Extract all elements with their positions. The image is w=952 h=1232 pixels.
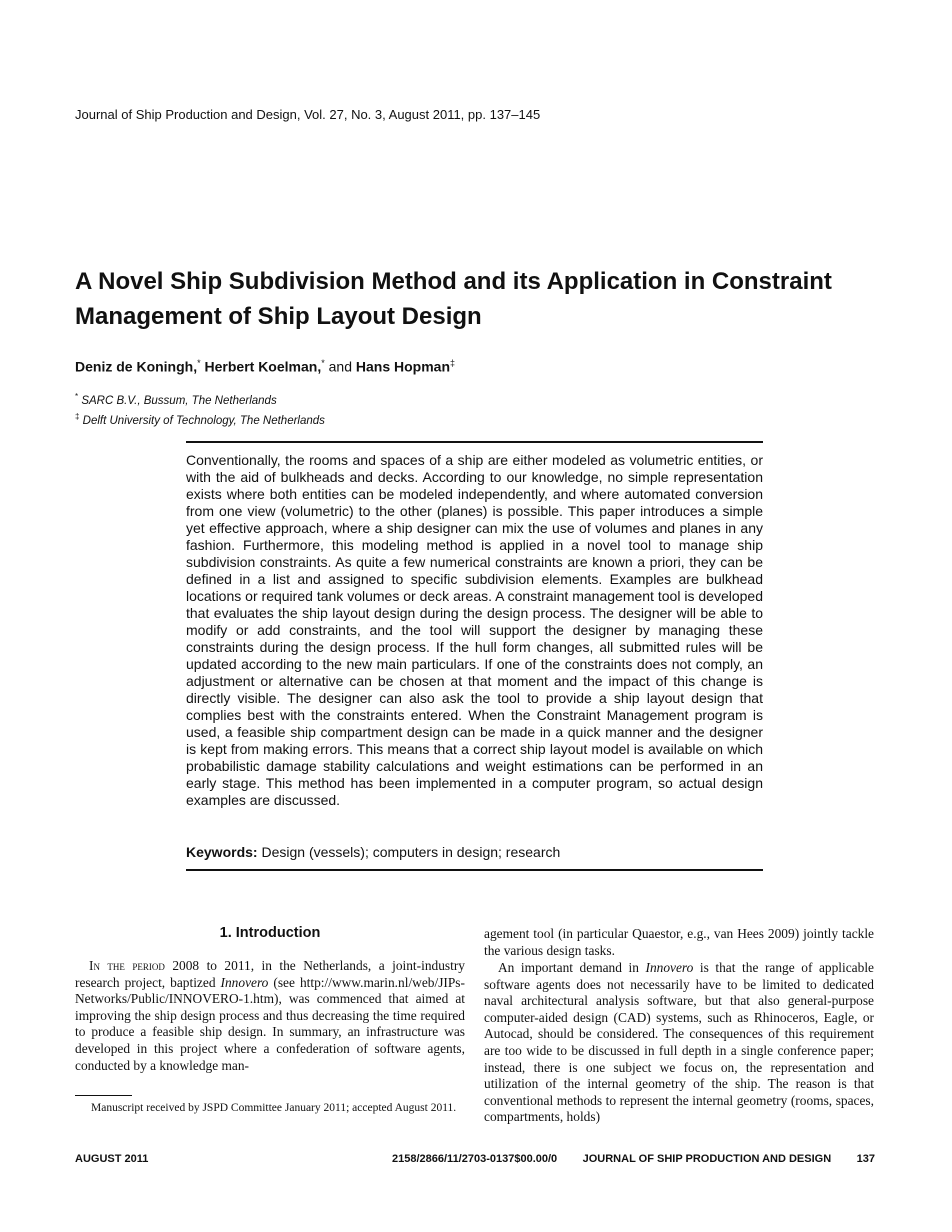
- affiliation-mark: *: [75, 392, 79, 401]
- intro-paragraph-1: [75, 958, 465, 1074]
- author-conjunction: and: [328, 358, 352, 375]
- affiliation-item: [75, 409, 325, 429]
- affiliation-item: [75, 389, 325, 409]
- keywords: [186, 844, 560, 860]
- intro-paragraph-2: [484, 960, 874, 1126]
- footer-right: [392, 1153, 875, 1165]
- abstract-top-rule: [186, 441, 763, 443]
- body-text: (see http://www.marin.nl/web/JIPs-Networks/Public/INNOVERO-1.htm), was commenced that aimed at improving the ship design process and thus decreasing the time required to produce a feasible ship design. In summary, an infrastructure was developed in this project where a confederation of software agents, conducted by a knowledge man-: [75, 974, 465, 1073]
- author-mark: ‡: [450, 358, 456, 368]
- project-name: Innovero: [220, 974, 269, 990]
- lead-in-smallcaps: In the period: [89, 958, 165, 973]
- affiliation-text: SARC B.V., Bussum, The Netherlands: [81, 394, 277, 407]
- body-text: 2008 to 2011, in the Netherlands, a joint-industry research project, baptized: [75, 958, 466, 990]
- body-text: is that the range of applicable software agents does not necessarily have to be limited to dedicated naval architectural analysis software, but that also general-purpose computer-aided design (CAD) systems, such as Rhinoceros, Eagle, or Autocad, should be considered. The consequences of this requirement are too wide to be discussed in full depth in a single conference paper; instead, there is one subject we focus on, the representation and utilization of the internal geometry of the ship. The reason is that conventional methods to represent the internal geometry (rooms, spaces, compartments, holds): [484, 960, 874, 1125]
- keywords-text: Design (vessels); computers in design; research: [261, 844, 561, 860]
- author-name: Hans Hopman: [355, 358, 450, 375]
- keywords-label: Keywords:: [186, 844, 258, 860]
- intro-paragraph-1-continued: agement tool (in particular Quaestor, e.g., van Hees 2009) jointly tackle the various design tasks.: [484, 926, 874, 958]
- abstract-bottom-rule: [186, 869, 763, 871]
- running-head: Journal of Ship Production and Design, Vol. 27, No. 3, August 2011, pp. 137–145: [75, 107, 541, 122]
- page-number: 137: [856, 1153, 875, 1165]
- author-name: Herbert Koelman,: [204, 358, 322, 375]
- paper-title: A Novel Ship Subdivision Method and its Application in Constraint Management of Ship Layout Design: [75, 268, 832, 330]
- footnote-rule: [75, 1095, 132, 1096]
- affiliation-text: Delft University of Technology, The Netherlands: [82, 414, 325, 427]
- footer-code: 2158/2866/11/2703-0137$00.00/0: [392, 1153, 558, 1165]
- author-name: Deniz de Koningh,: [75, 358, 198, 375]
- abstract: Conventionally, the rooms and spaces of a ship are either modeled as volumetric entities, or with the aid of bulkheads and decks. According to our knowledge, no simple representation exists where both entities can be modeled independently, and where automated conversion from one view (volumetric) to the other (planes) is possible. This paper introduces a simple yet effective approach, where a ship designer can mix the use of volumes and planes in any fashion. Furthermore, this modeling method is applied in a novel tool to manage ship subdivision constraints. As quite a few numerical constraints are known a priori, they can be defined in a list and assigned to specific subdivision elements. Examples are bulkhead locations or required tank volumes or deck areas. A constraint management tool is developed that evaluates the ship layout design during the design process. The designer will be able to modify or add constraints, and the tool will support the designer by managing these constraints during the design process. If the hull form changes, all submitted rules will be updated according to the new main particulars. If one of the constraints does not comply, an adjustment or alternative can be chosen at that moment and the impact of this change is directly visible. The designer can also ask the tool to provide a ship layout design that complies best with the constraints entered. When the Constraint Management program is used, a feasible ship compartment design can be made in a quick manner and the designer is kept from making errors. This means that a correct ship layout model is available on which probabilistic damage stability calculations and weight estimations can be performed in an early stage. This method has been implemented in a computer program, so actual design examples are discussed.: [186, 452, 763, 808]
- author-list: [75, 358, 455, 375]
- footnote: Manuscript received by JSPD Committee January 2011; accepted August 2011.: [91, 1102, 457, 1114]
- body-text: An important demand in: [498, 960, 646, 975]
- author-mark: *: [197, 358, 201, 368]
- project-name: Innovero: [645, 960, 694, 975]
- section-heading: 1. Introduction: [219, 925, 321, 941]
- footer-date: AUGUST 2011: [75, 1153, 149, 1165]
- affiliation-mark: ‡: [75, 411, 80, 421]
- footer-journal: JOURNAL OF SHIP PRODUCTION AND DESIGN: [582, 1153, 832, 1165]
- author-mark: *: [321, 358, 325, 368]
- affiliations: [75, 389, 325, 429]
